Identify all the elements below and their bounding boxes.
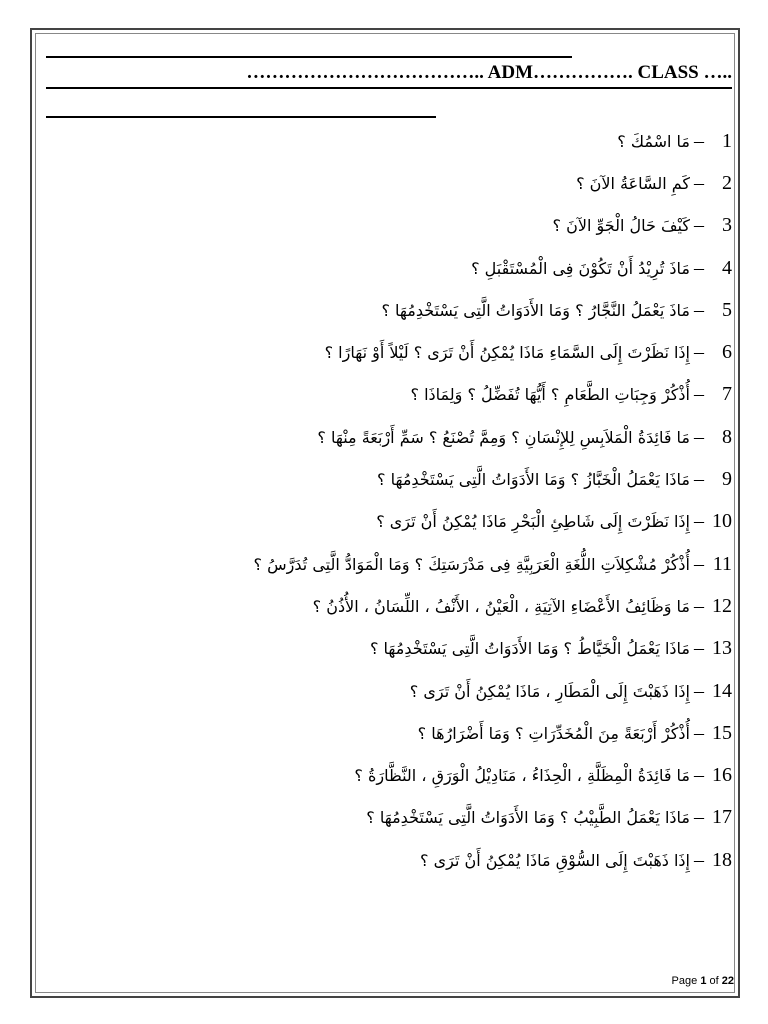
question-number: 8: [722, 425, 732, 448]
question-item: [60, 247, 732, 289]
page-of-label: of: [709, 975, 719, 987]
question-number: 7: [722, 383, 732, 406]
question-item: [60, 797, 732, 839]
question-number: 17: [712, 806, 732, 829]
question-text: إِذَا ذَهَبْتَ إِلَى الْمَطَارِ ، مَاذَا يُمْكِنُ أَنْ تَرَى ؟: [409, 681, 690, 701]
question-dash: –: [694, 679, 704, 702]
question-text: كَمِ السَّاعَةُ الآنَ ؟: [576, 173, 690, 193]
question-item: [60, 839, 732, 881]
question-text: إِذَا نَظَرْتَ إِلَى شَاطِئِ الْبَحْرِ مَاذَا يُمْكِنُ أَنْ تَرَى ؟: [376, 512, 690, 532]
question-text: مَا فَائِدَةُ الْمِظَلَّةِ ، الْحِذَاءُ ، مَنَادِيْلُ الْوَرَقِ ، النَّظَّارَةُ ؟: [354, 766, 690, 786]
question-number: 15: [712, 721, 732, 744]
question-dash: –: [694, 848, 704, 871]
question-number: 16: [712, 764, 732, 787]
question-text: مَا اسْمُكَ ؟: [617, 131, 690, 151]
question-number: 2: [722, 171, 732, 194]
question-item: [60, 712, 732, 754]
question-dash: –: [694, 171, 704, 194]
question-item: [60, 374, 732, 416]
question-item: [60, 585, 732, 627]
question-dash: –: [694, 129, 704, 152]
question-dash: –: [694, 806, 704, 829]
question-number: 14: [712, 679, 732, 702]
question-text: مَاذَا يَعْمَلُ الْخَيَّاطُ ؟ وَمَا الأَدَوَاتُ الَّتِى يَسْتَخْدِمُهَا ؟: [369, 639, 690, 659]
header-underline-rule: [46, 87, 732, 89]
question-item: [60, 458, 732, 500]
question-text: مَاذَا يَعْمَلُ الطَّبِيْبُ ؟ وَمَا الأَدَوَاتُ الَّتِى يَسْتَخْدِمُهَا ؟: [366, 808, 690, 828]
question-text: مَاذَ تُرِيْدُ أَنْ تَكُوْنَ فِى الْمُسْتَقْبَلِ ؟: [471, 258, 690, 278]
adm-class-line: ……………………………….. ADM……………. CLASS …..: [246, 62, 732, 83]
name-line-rule: [46, 56, 572, 58]
question-dash: –: [694, 214, 704, 237]
question-item: [60, 331, 732, 373]
question-number: 5: [722, 298, 732, 321]
question-number: 1: [722, 129, 732, 152]
question-item: [60, 501, 732, 543]
question-text: مَا فَائِدَةُ الْمَلاَبِسِ لِلإِنْسَانِ ؟ وَمِمَّ تُصْنَعُ ؟ سَمِّ أَرْبَعَةً مِنْهَا ؟: [317, 427, 690, 447]
question-dash: –: [694, 637, 704, 660]
question-text: أُذْكُرْ وَجِبَاتِ الطَّعَامِ ؟ أَيُّهَا تُفَضِّلُ ؟ وَلِمَاذَا ؟: [410, 385, 690, 405]
question-dash: –: [694, 383, 704, 406]
question-item: [60, 162, 732, 204]
question-number: 11: [712, 552, 732, 575]
question-dash: –: [694, 764, 704, 787]
page-footer: [672, 975, 734, 987]
question-item: [60, 416, 732, 458]
question-number: 13: [712, 637, 732, 660]
question-item: [60, 289, 732, 331]
question-number: 10: [712, 510, 732, 533]
question-text: إِذَا نَظَرْتَ إِلَى السَّمَاءِ مَاذَا يُمْكِنُ أَنْ تَرَى ؟ لَيْلاً أَوْ نَهَارًا ؟: [324, 343, 690, 363]
question-number: 9: [722, 468, 732, 491]
question-text: كَيْفَ حَالُ الْجَوِّ الآنَ ؟: [552, 216, 690, 236]
question-dash: –: [694, 341, 704, 364]
question-text: مَا وَظَائِفُ الأَعْضَاءِ الآتِيَةِ ، الْعَيْنُ ، الأَنْفُ ، اللِّسَانُ ، الأُذُنُ ؟: [312, 596, 690, 616]
section-rule: [46, 116, 436, 118]
question-dash: –: [694, 594, 704, 617]
question-text: أُذْكُرْ مُشْكِلاَتِ اللُّغَةِ الْعَرَبِيَّةِ فِى مَدْرَسَتِكَ ؟ وَمَا الْمَوَادُّ الَّتِى تُدَرَّسُ ؟: [253, 554, 690, 574]
page-total: 22: [721, 975, 734, 987]
question-text: مَاذَ يَعْمَلُ النَّجَّارُ ؟ وَمَا الأَدَوَاتُ الَّتِى يَسْتَخْدِمُهَا ؟: [381, 300, 690, 320]
question-dash: –: [694, 510, 704, 533]
question-number: 18: [712, 848, 732, 871]
question-item: [60, 120, 732, 162]
question-item: [60, 754, 732, 796]
question-number: 6: [722, 341, 732, 364]
question-dash: –: [694, 468, 704, 491]
question-item: [60, 205, 732, 247]
question-text: مَاذَا يَعْمَلُ الْخَبَّازُ ؟ وَمَا الأَدَوَاتُ الَّتِى يَسْتَخْدِمُهَا ؟: [377, 470, 690, 490]
question-item: [60, 670, 732, 712]
question-dash: –: [694, 298, 704, 321]
question-list: [60, 120, 732, 881]
page-current: 1: [700, 975, 707, 987]
question-dash: –: [694, 256, 704, 279]
question-text: إِذَا ذَهَبْتَ إِلَى السُّوْقِ مَاذَا يُمْكِنُ أَنْ تَرَى ؟: [420, 850, 690, 870]
page-label: Page: [671, 975, 698, 987]
question-number: 4: [722, 256, 732, 279]
question-text: أُذْكُرْ أَرْبَعَةً مِنَ الْمُخَدِّرَاتِ ؟ وَمَا أَضْرَارُهَا ؟: [417, 723, 690, 743]
question-item: [60, 628, 732, 670]
question-number: 12: [712, 594, 732, 617]
question-dash: –: [694, 425, 704, 448]
question-dash: –: [694, 552, 704, 575]
question-dash: –: [694, 721, 704, 744]
question-number: 3: [722, 214, 732, 237]
question-item: [60, 543, 732, 585]
